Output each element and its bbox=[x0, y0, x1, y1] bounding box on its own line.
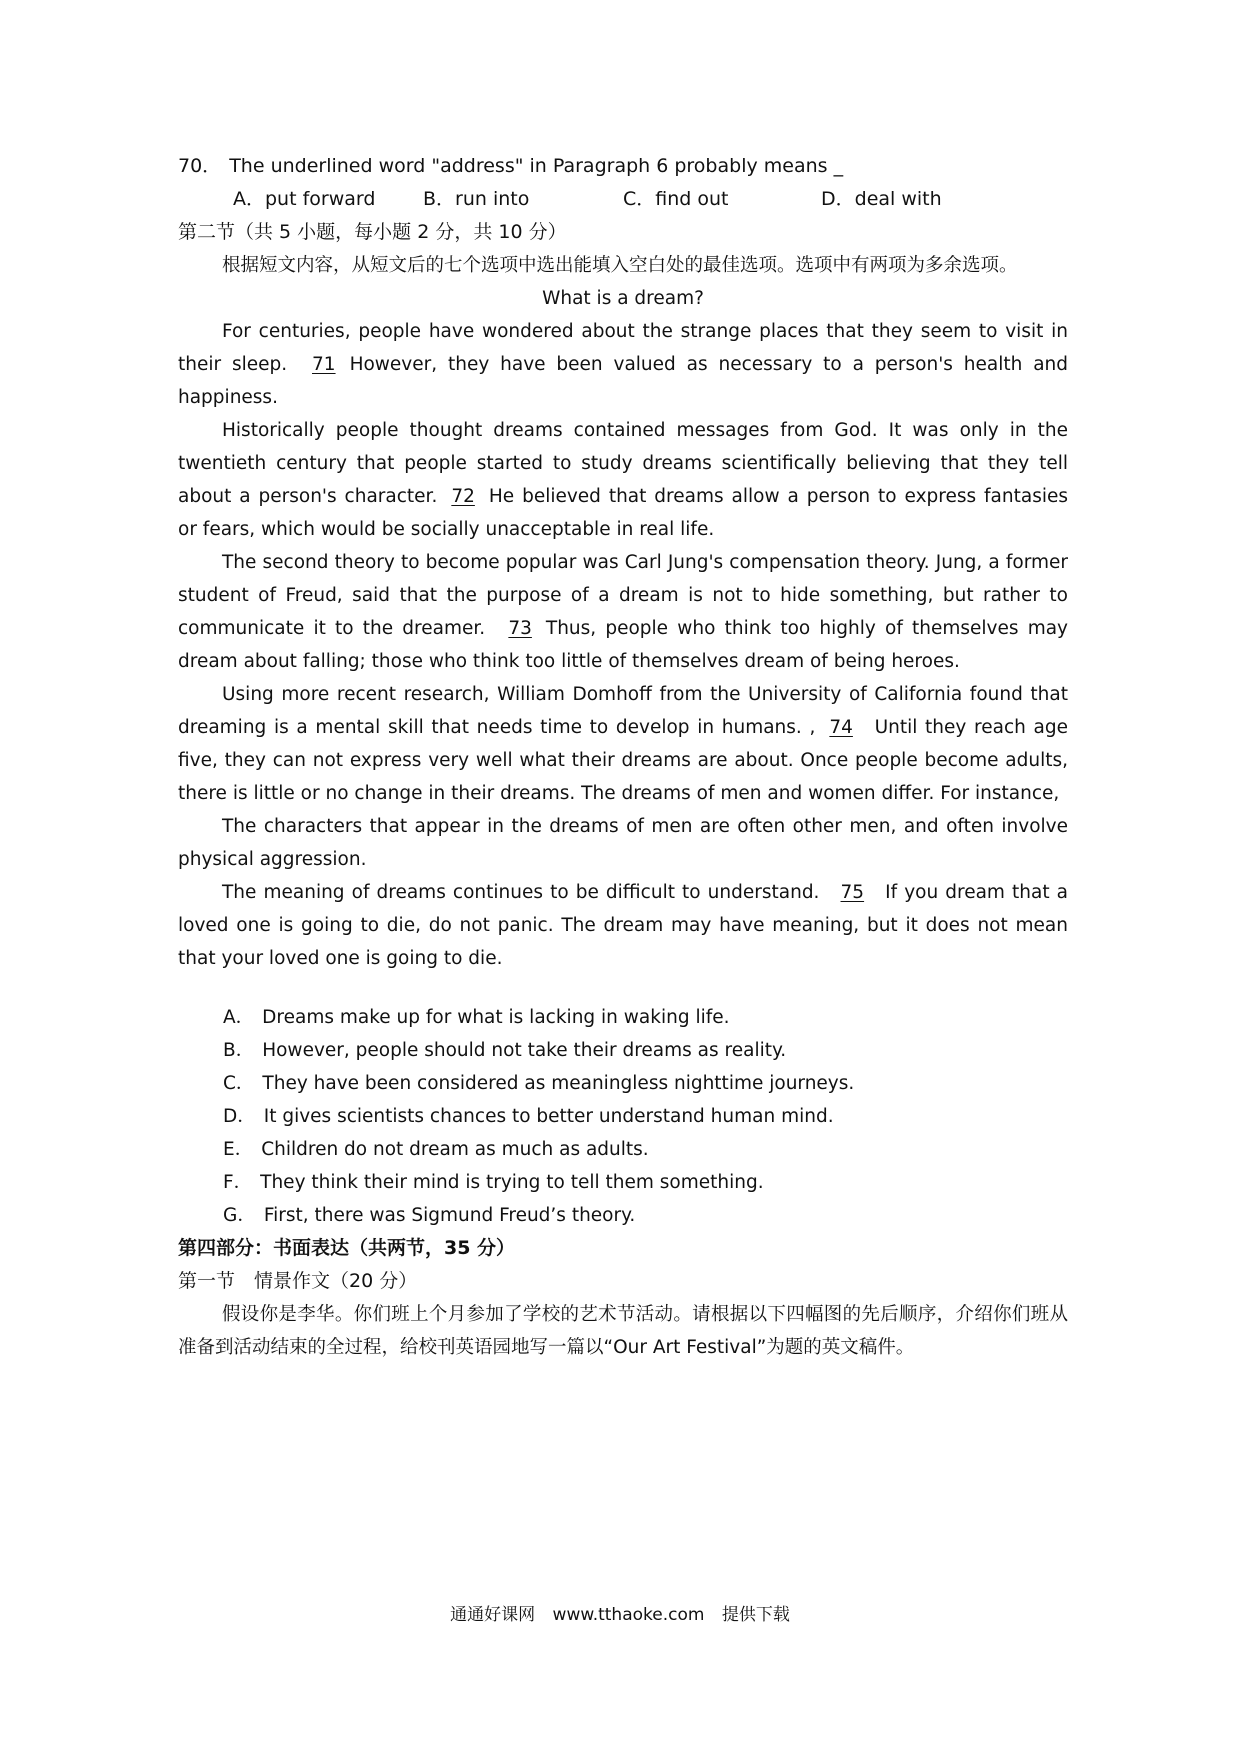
footer-suffix: 提供下载 bbox=[721, 1605, 790, 1625]
choice-b bbox=[223, 1034, 1068, 1067]
question-stem: The underlined word "address" in Paragraph 6 probably means _ bbox=[229, 155, 844, 177]
paragraph-4-text-b: Until they reach age five, they can not express very well what their dreams are about. Once people become adults, there is little or no change in their dreams. The dreams of men and women differ. For instance, bbox=[178, 717, 1068, 804]
paragraph-2-text-b: He believed that dreams allow a person to express fantasies or fears, which would be socially unacceptable in real life. bbox=[178, 486, 1068, 540]
footer-url: www.tthaoke.com bbox=[552, 1605, 705, 1625]
choice-g bbox=[223, 1199, 1068, 1232]
page-footer bbox=[0, 1600, 1240, 1625]
option-c: C．find out bbox=[623, 188, 729, 210]
paragraph-6 bbox=[178, 876, 1068, 975]
choice-letter: C． bbox=[223, 1073, 255, 1094]
paragraph-1-text-a: For centuries, people have wondered about the strange places that they seem to visit in their sleep. bbox=[178, 321, 1068, 375]
blank-74: 74 bbox=[829, 717, 853, 738]
section-2-instruction: 根据短文内容，从短文后的七个选项中选出能填入空白处的最佳选项。选项中有两项为多余选项。 bbox=[222, 255, 1018, 276]
blank-75: 75 bbox=[840, 882, 865, 903]
paragraph-6-text-a: The meaning of dreams continues to be difficult to understand. bbox=[222, 882, 820, 903]
choice-letter: E． bbox=[223, 1139, 254, 1160]
exam-page bbox=[178, 150, 1068, 1364]
option-b: B．run into bbox=[423, 188, 530, 210]
writing-prompt: 假设你是李华。你们班上个月参加了学校的艺术节活动。请根据以下四幅图的先后顺序，介绍你们班从准备到活动结束的全过程，给校刊英语园地写一篇以“Our Art Festival”为题的英文稿件。 bbox=[178, 1304, 1068, 1358]
paragraph-6-text-b: If you dream that a loved one is going to die, do not panic. The dream may have meaning, but it does not mean that your loved one is going to die. bbox=[178, 882, 1068, 969]
question-70-options bbox=[178, 183, 1068, 216]
choice-text: However, people should not take their dreams as reality. bbox=[262, 1040, 787, 1061]
question-70 bbox=[178, 150, 1068, 183]
choice-text: Dreams make up for what is lacking in waking life. bbox=[262, 1007, 730, 1028]
paragraph-3 bbox=[178, 546, 1068, 678]
answer-choices bbox=[178, 1001, 1068, 1232]
paragraph-5: The characters that appear in the dreams of men are often other men, and often involve physical aggression. bbox=[178, 816, 1068, 870]
footer-site-name: 通通好课网 bbox=[450, 1605, 536, 1625]
section-2-heading: 第二节（共 5 小题，每小题 2 分，共 10 分） bbox=[178, 221, 567, 243]
paragraph-2-text-a: Historically people thought dreams contained messages from God. It was only in the twentieth century that people started to study dreams scientifically believing that they tell about a person's character. bbox=[178, 420, 1068, 507]
choice-letter: G． bbox=[223, 1205, 256, 1226]
blank-73: 73 bbox=[508, 618, 532, 639]
part-4-heading: 第四部分：书面表达（共两节，35 分） bbox=[178, 1237, 516, 1259]
paragraph-2 bbox=[178, 414, 1068, 546]
paragraph-3-text-b: Thus, people who think too highly of themselves may dream about falling; those who think too little of themselves dream of being heroes. bbox=[178, 618, 1069, 672]
blank-71: 71 bbox=[312, 354, 336, 375]
choice-letter: A． bbox=[223, 1007, 255, 1028]
choice-c bbox=[223, 1067, 1068, 1100]
choice-letter: B． bbox=[223, 1040, 255, 1061]
option-a: A．put forward bbox=[233, 188, 376, 210]
choice-text: Children do not dream as much as adults. bbox=[261, 1139, 649, 1160]
choice-e bbox=[223, 1133, 1068, 1166]
part-4-sub-heading: 第一节 情景作文（20 分） bbox=[178, 1270, 418, 1292]
paragraph-1-text-b: However, they have been valued as necessary to a person's health and happiness. bbox=[178, 354, 1069, 408]
choice-text: They have been considered as meaningless nighttime journeys. bbox=[262, 1073, 855, 1094]
choice-letter: D． bbox=[223, 1106, 256, 1127]
choice-d bbox=[223, 1100, 1068, 1133]
paragraph-4 bbox=[178, 678, 1068, 810]
passage-title: What is a dream? bbox=[542, 288, 704, 309]
choice-text: They think their mind is trying to tell them something. bbox=[260, 1172, 764, 1193]
choice-f bbox=[223, 1166, 1068, 1199]
blank-72: 72 bbox=[451, 486, 475, 507]
paragraph-4-text-a: Using more recent research, William Domhoff from the University of California found that dreaming is a mental skill that needs time to develop in humans. , bbox=[178, 684, 1068, 738]
choice-text: It gives scientists chances to better understand human mind. bbox=[263, 1106, 834, 1127]
choice-a bbox=[223, 1001, 1068, 1034]
question-number: 70． bbox=[178, 155, 222, 177]
choice-letter: F． bbox=[223, 1172, 253, 1193]
paragraph-1 bbox=[178, 315, 1068, 414]
paragraph-3-text-a: The second theory to become popular was Carl Jung's compensation theory. Jung, a former student of Freud, said that the purpose of a dream is not to hide something, but rather to communicate it to the dreamer. bbox=[178, 552, 1068, 639]
choice-text: First, there was Sigmund Freud’s theory. bbox=[263, 1205, 636, 1226]
option-d: D．deal with bbox=[821, 188, 942, 210]
